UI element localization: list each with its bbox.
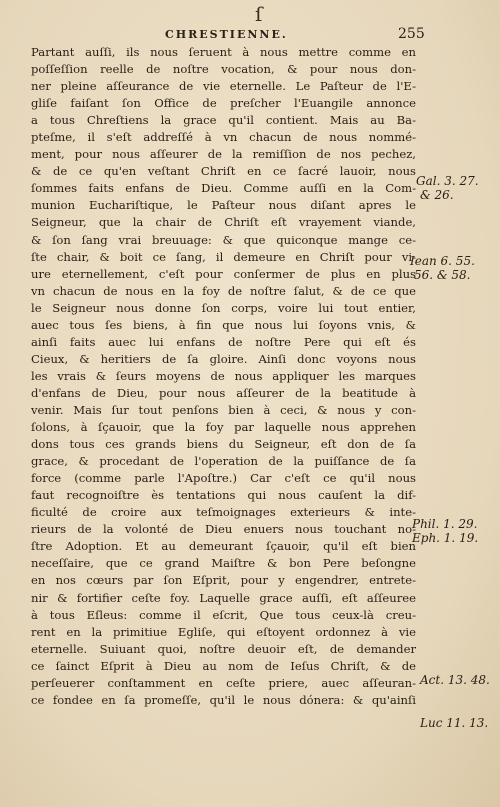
text-line: rieurs de la volonté de Dieu enuers nous touchant no- <box>31 522 416 537</box>
text-line: ure eternellement, c'eſt pour conſermer de plus en plus <box>31 266 416 281</box>
margin-reference-line: Iean 6. 55. <box>410 254 475 268</box>
text-line: dons tous ces grands biens du Seigneur, eſt don de ſa <box>31 437 416 452</box>
text-line: auec tous ſes biens, à fin que nous lui ſoyons vnis, & <box>31 317 416 332</box>
text-line: nir & fortifier ceſte foy. Laquelle grace auſſi, eſt aſſeuree <box>31 590 416 605</box>
margin-reference-line: Eph. 1. 19. <box>412 531 479 545</box>
text-line: vn chacun de nous en la foy de noſtre ſalut, & de ce que <box>31 283 416 298</box>
text-line: perſeuerer conſtamment en ceſte priere, auec aſſeuran- <box>31 675 416 690</box>
text-line: ainſi faits auec lui enfans de noſtre Pere qui eſt és <box>31 334 416 349</box>
text-line: ce fondee en ſa promeſſe, qu'il le nous dónera: & qu'ainſi <box>31 692 416 707</box>
text-line: poſſeſſion reelle de noſtre vocation, & pour nous don- <box>31 62 416 77</box>
body-text <box>31 44 416 709</box>
text-line: ment, pour nous aſſeurer de la remiſſion de nos pechez, <box>31 147 416 162</box>
text-line: neceſſaire, que ce grand Maiſtre & bon Pere beſongne <box>31 556 416 571</box>
text-line: ficulté de croire aux teſmoignages exterieurs & inte- <box>31 505 416 520</box>
text-line: venir. Mais ſur tout penſons bien à ceci, & nous y con- <box>31 402 416 417</box>
text-line: munion Euchariſtique, le Paſteur nous diſant apres le <box>31 198 416 213</box>
margin-reference-line: Act. 13. 48. <box>420 673 490 687</box>
text-line: ſommes faits enfans de Dieu. Comme auſſi en la Com- <box>31 181 416 196</box>
text-line: ſtre Adoption. Et au demeurant ſçauoir, qu'il eſt bien <box>31 539 416 554</box>
text-line: & ſon ſang vrai breuuage: & que quiconque mange ce- <box>31 232 416 247</box>
page-number: 255 <box>398 26 425 42</box>
text-line: Cieux, & heritiers de ſa gloire. Ainſi donc voyons nous <box>31 351 416 366</box>
margin-reference <box>420 673 490 687</box>
top-ornament: ſ <box>255 2 263 26</box>
text-line: le Seigneur nous donne ſon corps, voire lui tout entier, <box>31 300 416 315</box>
text-line: en nos cœurs par ſon Eſprit, pour y engendrer, entrete- <box>31 573 416 588</box>
text-line: rent en la primitiue Egliſe, qui eſtoyent ordonnez à vie <box>31 624 416 639</box>
margin-reference <box>420 716 488 730</box>
text-line: force (comme parle l'Apoſtre.) Car c'eſt ce qu'il nous <box>31 471 416 486</box>
text-line: ſte chair, & boit ce ſang, il demeure en Chriſt pour vi- <box>31 249 416 264</box>
text-line: ce ſainct Eſprit à Dieu au nom de Ieſus Chriſt, & de <box>31 658 416 673</box>
text-line: a tous Chreſtiens la grace qu'il contient. Mais au Ba- <box>31 113 416 128</box>
text-line: les vrais & ſeurs moyens de nous appliquer les marques <box>31 368 416 383</box>
margin-reference-line: 56. & 58. <box>414 268 471 282</box>
text-line: à tous Eſleus: comme il eſcrit, Que tous ceux-là creu- <box>31 607 416 622</box>
text-line: & de ce qu'en veſtant Chriſt en ce ſacré lauoir, nous <box>31 164 416 179</box>
text-line: pteſme, il s'eſt addreſſé à vn chacun de nous nommé- <box>31 130 416 145</box>
running-head: CHRESTIENNE. <box>165 28 288 41</box>
text-line: faut recognoiſtre ès tentations qui nous cauſent la dif- <box>31 488 416 503</box>
margin-reference <box>410 254 475 282</box>
text-line: grace, & procedant de l'operation de la puiſſance de ſa <box>31 454 416 469</box>
text-line: ſolons, à ſçauoir, que la foy par laquelle nous apprehen <box>31 420 416 435</box>
margin-reference-line: Luc 11. 13. <box>420 716 489 730</box>
text-line: ner pleine aſſeurance de vie eternelle. Le Paſteur de l'E- <box>31 79 416 94</box>
text-line: Partant auſſi, ils nous ſeruent à nous mettre comme en <box>31 45 416 59</box>
text-line: gliſe faiſant ſon Office de preſcher l'Euangile annonce <box>31 96 416 111</box>
margin-reference <box>416 174 479 202</box>
margin-reference-line: Phil. 1. 29. <box>412 517 478 531</box>
margin-reference-line: Gal. 3. 27. <box>416 174 479 188</box>
margin-reference <box>412 517 478 545</box>
text-line: d'enfans de Dieu, pour nous aſſeurer de la beatitude à <box>31 385 416 400</box>
text-line: eternelle. Suiuant quoi, noſtre deuoir eſt, de demander <box>31 641 416 656</box>
margin-reference-line: & 26. <box>420 188 454 202</box>
text-line: Seigneur, que la chair de Chriſt eſt vrayement viande, <box>31 215 416 230</box>
